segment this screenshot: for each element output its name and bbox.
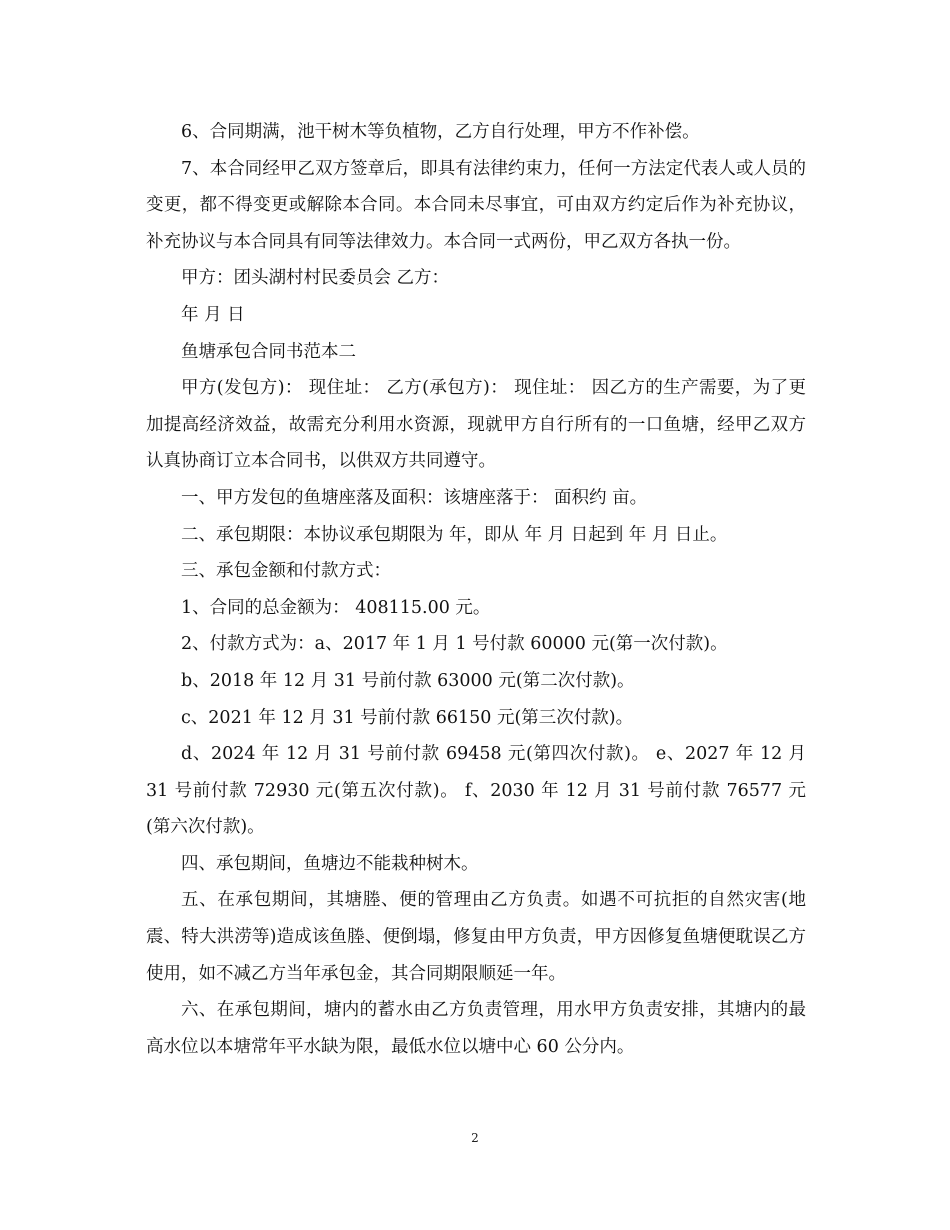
paragraph-clause-five: 五、在承包期间，其塘塍、便的管理由乙方负责。如遇不可抗拒的自然灾害(地震、特大洪涝等)造成该鱼塍、便倒塌，修复由甲方负责，甲方因修复鱼塘便耽误乙方使用，如不减乙方当年承包金，其合同期限顺延一年。 [146,890,806,984]
paragraph-payment-def: d、2024 年 12 月 31 号前付款 69458 元(第四次付款)。 e、2027 年 12 月 31 号前付款 72930 元(第五次付款)。 f、2030 年 12 月 31 号前付款 76577 元(第六次付款)。 [146,744,806,838]
paragraph-signatures: 甲方：团头湖村村民委员会 乙方： [181,268,450,289]
section-title: 鱼塘承包合同书范本二 [181,341,356,362]
page-number: 2 [471,1131,479,1145]
paragraph-payment-b: b、2018 年 12 月 31 号前付款 63000 元(第二次付款)。 [181,670,635,691]
paragraph-payment-heading: 三、承包金额和付款方式： [181,561,391,582]
paragraph-payment-a: 2、付款方式为：a、2017 年 1 月 1 号付款 60000 元(第一次付款)。 [181,634,728,655]
paragraph-parties: 甲方(发包方)： 现住址： 乙方(承包方)： 现住址： 因乙方的生产需要，为了更加提高经济效益，故需充分利用水资源，现就甲方自行所有的一口鱼塘，经甲乙双方认真协商订立本合同书，以供双方共同遵守。 [146,378,806,472]
paragraph-total-amount: 1、合同的总金额为： 408115.00 元。 [181,597,491,618]
paragraph-date: 年 月 日 [181,304,245,325]
paragraph-term: 二、承包期限：本协议承包期限为 年，即从 年 月 日起到 年 月 日止。 [181,524,728,545]
paragraph-clause-7: 7、本合同经甲乙双方签章后，即具有法律约束力，任何一方法定代表人或人员的变更，都不得变更或解除本合同。本合同未尽事宜，可由双方约定后作为补充协议，补充协议与本合同具有同等法律效力。本合同一式两份，甲乙双方各执一份。 [146,158,806,252]
document-body [146,114,806,1065]
paragraph-clause-6: 6、合同期满，池干树木等负植物，乙方自行处理，甲方不作补偿。 [181,122,700,142]
paragraph-payment-c: c、2021 年 12 月 31 号前付款 66150 元(第三次付款)。 [181,707,634,728]
paragraph-location: 一、甲方发包的鱼塘座落及面积：该塘座落于： 面积约 亩。 [181,487,648,508]
paragraph-clause-four: 四、承包期间，鱼塘边不能栽种树木。 [181,853,479,874]
paragraph-clause-six: 六、在承包期间，塘内的蓄水由乙方负责管理，用水甲方负责安排，其塘内的最高水位以本塘常年平水缺为限，最低水位以塘中心 60 公分内。 [146,1000,806,1057]
